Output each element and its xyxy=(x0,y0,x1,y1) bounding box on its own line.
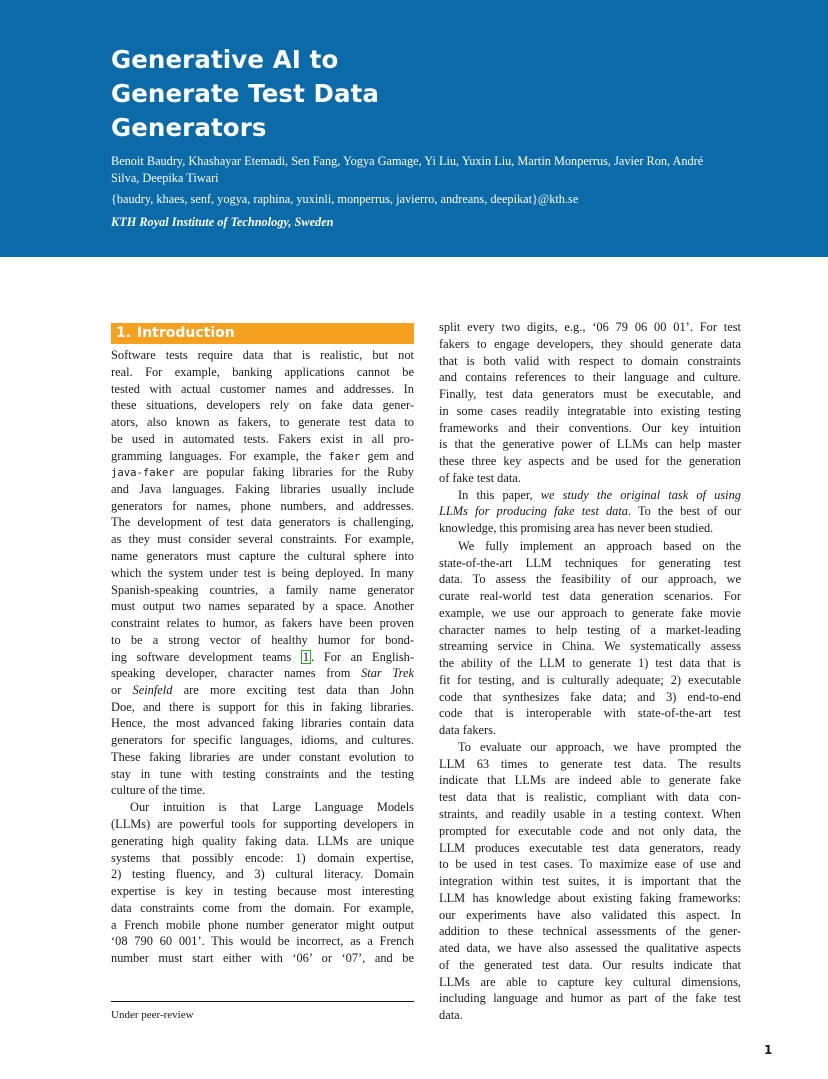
text-line: including language and humor as part of the fake test xyxy=(439,991,741,1005)
paper-header xyxy=(0,0,828,257)
text-line: (LLMs) are powerful tools for supporting developers in xyxy=(111,817,414,831)
text-line: LLM 63 times to generate test data. The results xyxy=(439,757,741,771)
text-line: and Java languages. Faking libraries usually include xyxy=(111,482,414,496)
text-run: ing software development teams xyxy=(111,650,301,664)
text-line: To evaluate our approach, we have prompted the xyxy=(458,740,741,754)
text-run: speaking developer, character names from xyxy=(111,666,362,680)
text-line: a French mobile phone number generator might output xyxy=(111,918,414,932)
text-line: expertise is key in testing because most interesting xyxy=(111,884,414,898)
text-line: addition to these technical assessments of the gener- xyxy=(439,924,741,938)
italic-seinfeld: Seinfeld xyxy=(132,683,173,697)
text-line: fakers to engage developers, they should generate data xyxy=(439,337,741,351)
text-line xyxy=(111,682,414,699)
text-line: Hence, the most advanced faking libraries contain data xyxy=(111,716,414,730)
text-line: these situations, developers rely on fake data gener- xyxy=(111,398,414,412)
text-line: in some cases readily integratable into existing testing xyxy=(439,404,741,418)
author-emails: {baudry, khaes, senf, yogya, raphina, yuxinli, monperrus, javierro, andreans, deepikat}@kth.se xyxy=(111,192,579,206)
paper-title-line-3: Generators xyxy=(111,113,267,142)
text-line: The development of test data generators is challenging, xyxy=(111,515,414,529)
affiliation: KTH Royal Institute of Technology, Sweden xyxy=(111,215,334,229)
text-line xyxy=(439,503,741,520)
text-line: of the generated test data. Our results indicate that xyxy=(439,958,741,972)
text-line: the ability of the LLM to generate 1) test data that is xyxy=(439,656,741,670)
text-line: straints, and readily usable in a testing context. When xyxy=(439,807,741,821)
text-line: ators, also known as fakers, to generate test data to xyxy=(111,415,414,429)
text-run: are more exciting test data than John xyxy=(172,683,414,697)
text-line: state-of-the-art LLM techniques for generating test xyxy=(439,556,741,570)
text-line: that is both valid with respect to domain constraints xyxy=(439,354,741,368)
text-line: example, we use our approach to generate fake movie xyxy=(439,606,741,620)
text-line: knowledge, this promising area has never been studied. xyxy=(439,521,714,535)
text-line: name generators must capture the cultural sphere into xyxy=(111,549,414,563)
text-line: split every two digits, e.g., ‘06 79 06 00 01’. For test xyxy=(439,320,741,334)
footnote: Under peer-review xyxy=(111,1009,194,1021)
text-line xyxy=(111,464,414,482)
text-line: must output two names separated by a space. Another xyxy=(111,599,414,613)
paper-title-line-2: Generate Test Data xyxy=(111,79,380,108)
text-line: number must start either with ‘06’ or ‘07’, and be xyxy=(111,951,414,965)
text-line: which the system under test is being deployed. In many xyxy=(111,566,414,580)
text-line: fit for testing, and is culturally adequate; 2) executable xyxy=(439,673,741,687)
text-line: generators for names, phone numbers, and addresses. xyxy=(111,499,414,513)
page-number: 1 xyxy=(764,1043,773,1057)
text-line: data constraints come from the domain. For example, xyxy=(111,901,414,915)
text-run: gem and xyxy=(360,449,414,463)
text-line: constraint relates to humor, as fakers have been proven xyxy=(111,616,414,630)
text-line: is that the generative power of LLMs can help master xyxy=(439,437,741,451)
text-line xyxy=(458,487,741,504)
text-line: test data that is realistic, compliant with data con- xyxy=(439,790,741,804)
text-line xyxy=(111,649,414,666)
text-line: these three key aspects and be used for the generation xyxy=(439,454,741,468)
text-line: curate real-world test data generation scenarios. For xyxy=(439,589,741,603)
text-line: We fully implement an approach based on the xyxy=(458,539,741,553)
code-java-faker: java-faker xyxy=(111,467,175,479)
text-run: . To the best of our xyxy=(628,504,741,518)
text-line: tested with actual customer names and addresses. In xyxy=(111,382,414,396)
text-line: LLMs are able to capture key cultural dimensions, xyxy=(439,975,741,989)
text-line: LLM produces executable test data generators, ready xyxy=(439,841,741,855)
text-run: gramming languages. For example, the xyxy=(111,449,329,463)
text-run: In this paper, xyxy=(458,488,541,502)
code-faker: faker xyxy=(328,451,361,463)
italic-run: LLMs for producing fake test data xyxy=(439,504,629,518)
text-line: LLM has knowledge about existing faking frameworks: xyxy=(439,891,741,905)
text-line: ‘08 790 60 001’. This would be incorrect, as a French xyxy=(111,934,414,948)
section-number: 1. xyxy=(116,325,132,341)
text-line: be used in automated tests. Fakers exist in all pro- xyxy=(111,432,414,446)
text-line: and contains references to their language and culture. xyxy=(439,370,741,384)
text-line: streaming service in China. We systematically assess xyxy=(439,639,741,653)
paper-title-line-1: Generative AI to xyxy=(111,45,339,74)
italic-run: we study the original task of using xyxy=(540,488,741,502)
citation-link[interactable]: 1 xyxy=(302,650,310,664)
text-line: prompted for executable code and not only data, the xyxy=(439,824,741,838)
text-line: real. For example, banking applications cannot be xyxy=(111,365,414,379)
text-line: 2) testing fluency, and 3) cultural literacy. Domain xyxy=(111,867,414,881)
author-list: Benoit Baudry, Khashayar Etemadi, Sen Fang, Yogya Gamage, Yi Liu, Yuxin Liu, Martin Monperrus, Javier Ron, André Silva, Deepika Tiwari xyxy=(111,154,704,185)
text-line: ated data, we have also assessed the qualitative aspects xyxy=(439,941,741,955)
section-heading xyxy=(111,323,414,344)
text-line: indicate that LLMs are indeed able to generate fake xyxy=(439,773,741,787)
text-line xyxy=(111,665,414,682)
text-line: Spanish-speaking countries, a family name generator xyxy=(111,583,414,597)
text-line: integration within test suites, it is important that the xyxy=(439,874,741,888)
text-line: code that is interoperable with state-of-the-art test xyxy=(439,706,741,720)
text-run: or xyxy=(111,683,133,697)
text-line: data fakers. xyxy=(439,723,497,737)
text-line: of fake test data. xyxy=(439,471,521,485)
footnote-rule xyxy=(111,1001,414,1002)
text-line: systems that possibly encode: 1) domain expertise, xyxy=(111,851,414,865)
text-line: character names to help testing of a market-leading xyxy=(439,623,741,637)
section-title: Introduction xyxy=(137,325,235,341)
text-line: as they must consider several constraints. For example, xyxy=(111,532,414,546)
text-line: code that synthesizes fake data; and 3) end-to-end xyxy=(439,690,741,704)
text-line: to be a strong vector of healthy humor for bond- xyxy=(111,633,414,647)
text-line: Our intuition is that Large Language Models xyxy=(130,800,414,814)
text-line: stay in tune with testing constraints and the testing xyxy=(111,767,414,781)
text-line: These faking libraries are under constant evolution to xyxy=(111,750,414,764)
text-run: . For an English- xyxy=(311,650,414,664)
text-line: data. To assess the feasibility of our approach, we xyxy=(439,572,741,586)
text-line: generating high quality faking data. LLMs are unique xyxy=(111,834,414,848)
text-line: data. xyxy=(439,1008,463,1022)
text-line: Doe, and there is support for this in faking libraries. xyxy=(111,700,414,714)
text-line: culture of the time. xyxy=(111,783,206,797)
italic-star-trek: Star Trek xyxy=(361,666,414,680)
text-line: our experiments have also validated this aspect. In xyxy=(439,908,741,922)
text-run: are popular faking libraries for the Ruby xyxy=(174,465,414,479)
text-line: generators for specific languages, idioms, and cultures. xyxy=(111,733,414,747)
text-line: to be used in test cases. To maximize ease of use and xyxy=(439,857,741,871)
text-line: frameworks and their conventions. Our key intuition xyxy=(439,421,741,435)
text-line: Finally, test data generators must be executable, and xyxy=(439,387,741,401)
text-line: Software tests require data that is realistic, but not xyxy=(111,348,414,362)
